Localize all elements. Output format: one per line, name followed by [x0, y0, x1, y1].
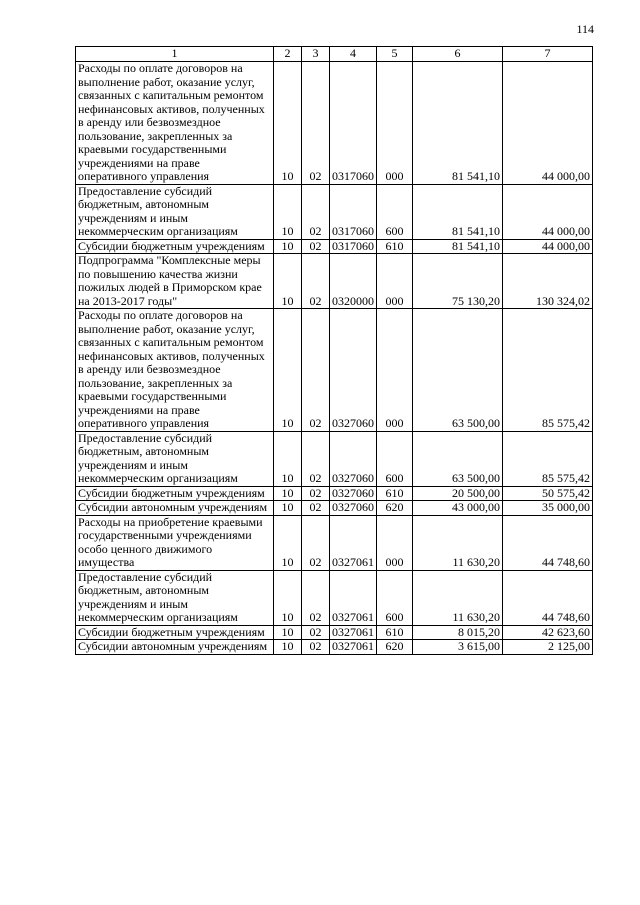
- amount-col7-cell: 44 000,00: [503, 239, 593, 254]
- table-row: [76, 62, 593, 185]
- table-row: [76, 184, 593, 239]
- subsection-code-cell: 02: [302, 62, 330, 185]
- expense-type-cell: 000: [377, 309, 413, 432]
- subsection-code-cell: 02: [302, 570, 330, 625]
- budget-table: [75, 46, 593, 655]
- page-number: 114: [576, 22, 594, 36]
- section-code-cell: 10: [274, 625, 302, 640]
- row-name-cell: Субсидии автономным учреждениям: [76, 501, 274, 516]
- header-row: [76, 47, 593, 62]
- target-code-cell: 0317060: [330, 184, 377, 239]
- header-col-1: 1: [76, 47, 274, 62]
- target-code-cell: 0317060: [330, 62, 377, 185]
- target-code-cell: 0327060: [330, 501, 377, 516]
- amount-col7-cell: 130 324,02: [503, 254, 593, 309]
- amount-col7-cell: 44 748,60: [503, 570, 593, 625]
- expense-type-cell: 000: [377, 515, 413, 570]
- section-code-cell: 10: [274, 62, 302, 185]
- row-name-cell: Субсидии бюджетным учреждениям: [76, 239, 274, 254]
- amount-col7-cell: 85 575,42: [503, 431, 593, 486]
- header-col-3: 3: [302, 47, 330, 62]
- section-code-cell: 10: [274, 239, 302, 254]
- amount-col6-cell: 11 630,20: [413, 515, 503, 570]
- subsection-code-cell: 02: [302, 184, 330, 239]
- header-col-2: 2: [274, 47, 302, 62]
- expense-type-cell: 620: [377, 501, 413, 516]
- target-code-cell: 0327061: [330, 570, 377, 625]
- expense-type-cell: 610: [377, 625, 413, 640]
- subsection-code-cell: 02: [302, 501, 330, 516]
- subsection-code-cell: 02: [302, 254, 330, 309]
- expense-type-cell: 620: [377, 640, 413, 655]
- target-code-cell: 0320000: [330, 254, 377, 309]
- section-code-cell: 10: [274, 515, 302, 570]
- header-col-6: 6: [413, 47, 503, 62]
- subsection-code-cell: 02: [302, 309, 330, 432]
- subsection-code-cell: 02: [302, 515, 330, 570]
- row-name-cell: Подпрограмма "Комплексные меры по повышению качества жизни пожилых людей в Приморском крае на 2013-2017 годы": [76, 254, 274, 309]
- section-code-cell: 10: [274, 309, 302, 432]
- row-name-cell: Субсидии бюджетным учреждениям: [76, 486, 274, 501]
- row-name-cell: Расходы по оплате договоров на выполнение работ, оказание услуг, связанных с капитальным ремонтом нефинансовых активов, полученных в аренду или безвозмездное пользование, закрепленных за краевыми государственными учреждениями на праве оперативного управления: [76, 309, 274, 432]
- amount-col6-cell: 20 500,00: [413, 486, 503, 501]
- target-code-cell: 0327060: [330, 309, 377, 432]
- amount-col7-cell: 85 575,42: [503, 309, 593, 432]
- subsection-code-cell: 02: [302, 625, 330, 640]
- row-name-cell: Предоставление субсидий бюджетным, автономным учреждениям и иным некоммерческим организациям: [76, 431, 274, 486]
- amount-col7-cell: 42 623,60: [503, 625, 593, 640]
- table-row: [76, 486, 593, 501]
- expense-type-cell: 610: [377, 239, 413, 254]
- header-col-5: 5: [377, 47, 413, 62]
- header-col-7: 7: [503, 47, 593, 62]
- section-code-cell: 10: [274, 254, 302, 309]
- table-row: [76, 254, 593, 309]
- subsection-code-cell: 02: [302, 486, 330, 501]
- row-name-cell: Расходы по оплате договоров на выполнение работ, оказание услуг, связанных с капитальным ремонтом нефинансовых активов, полученных в аренду или безвозмездное пользование, закрепленных за краевыми государственными учреждениями на праве оперативного управления: [76, 62, 274, 185]
- amount-col6-cell: 43 000,00: [413, 501, 503, 516]
- section-code-cell: 10: [274, 640, 302, 655]
- amount-col6-cell: 63 500,00: [413, 309, 503, 432]
- expense-type-cell: 600: [377, 184, 413, 239]
- table-row: [76, 625, 593, 640]
- row-name-cell: Предоставление субсидий бюджетным, автономным учреждениям и иным некоммерческим организациям: [76, 570, 274, 625]
- section-code-cell: 10: [274, 431, 302, 486]
- row-name-cell: Субсидии автономным учреждениям: [76, 640, 274, 655]
- table-row: [76, 640, 593, 655]
- target-code-cell: 0327060: [330, 486, 377, 501]
- amount-col6-cell: 11 630,20: [413, 570, 503, 625]
- amount-col7-cell: 2 125,00: [503, 640, 593, 655]
- amount-col7-cell: 44 000,00: [503, 62, 593, 185]
- expense-type-cell: 600: [377, 570, 413, 625]
- header-col-4: 4: [330, 47, 377, 62]
- row-name-cell: Расходы на приобретение краевыми государственными учреждениями особо ценного движимого имущества: [76, 515, 274, 570]
- target-code-cell: 0327060: [330, 431, 377, 486]
- target-code-cell: 0327061: [330, 515, 377, 570]
- section-code-cell: 10: [274, 570, 302, 625]
- amount-col6-cell: 8 015,20: [413, 625, 503, 640]
- section-code-cell: 10: [274, 501, 302, 516]
- section-code-cell: 10: [274, 184, 302, 239]
- table-row: [76, 570, 593, 625]
- amount-col6-cell: 81 541,10: [413, 184, 503, 239]
- amount-col6-cell: 75 130,20: [413, 254, 503, 309]
- subsection-code-cell: 02: [302, 239, 330, 254]
- amount-col7-cell: 44 748,60: [503, 515, 593, 570]
- target-code-cell: 0327061: [330, 625, 377, 640]
- table-row: [76, 501, 593, 516]
- amount-col7-cell: 50 575,42: [503, 486, 593, 501]
- row-name-cell: Предоставление субсидий бюджетным, автономным учреждениям и иным некоммерческим организациям: [76, 184, 274, 239]
- subsection-code-cell: 02: [302, 431, 330, 486]
- table-row: [76, 239, 593, 254]
- target-code-cell: 0327061: [330, 640, 377, 655]
- target-code-cell: 0317060: [330, 239, 377, 254]
- expense-type-cell: 600: [377, 431, 413, 486]
- expense-type-cell: 000: [377, 254, 413, 309]
- section-code-cell: 10: [274, 486, 302, 501]
- expense-type-cell: 000: [377, 62, 413, 185]
- subsection-code-cell: 02: [302, 640, 330, 655]
- amount-col6-cell: 81 541,10: [413, 239, 503, 254]
- amount-col7-cell: 35 000,00: [503, 501, 593, 516]
- table-row: [76, 431, 593, 486]
- amount-col6-cell: 63 500,00: [413, 431, 503, 486]
- amount-col6-cell: 3 615,00: [413, 640, 503, 655]
- table-row: [76, 309, 593, 432]
- table-row: [76, 515, 593, 570]
- row-name-cell: Субсидии бюджетным учреждениям: [76, 625, 274, 640]
- amount-col7-cell: 44 000,00: [503, 184, 593, 239]
- expense-type-cell: 610: [377, 486, 413, 501]
- amount-col6-cell: 81 541,10: [413, 62, 503, 185]
